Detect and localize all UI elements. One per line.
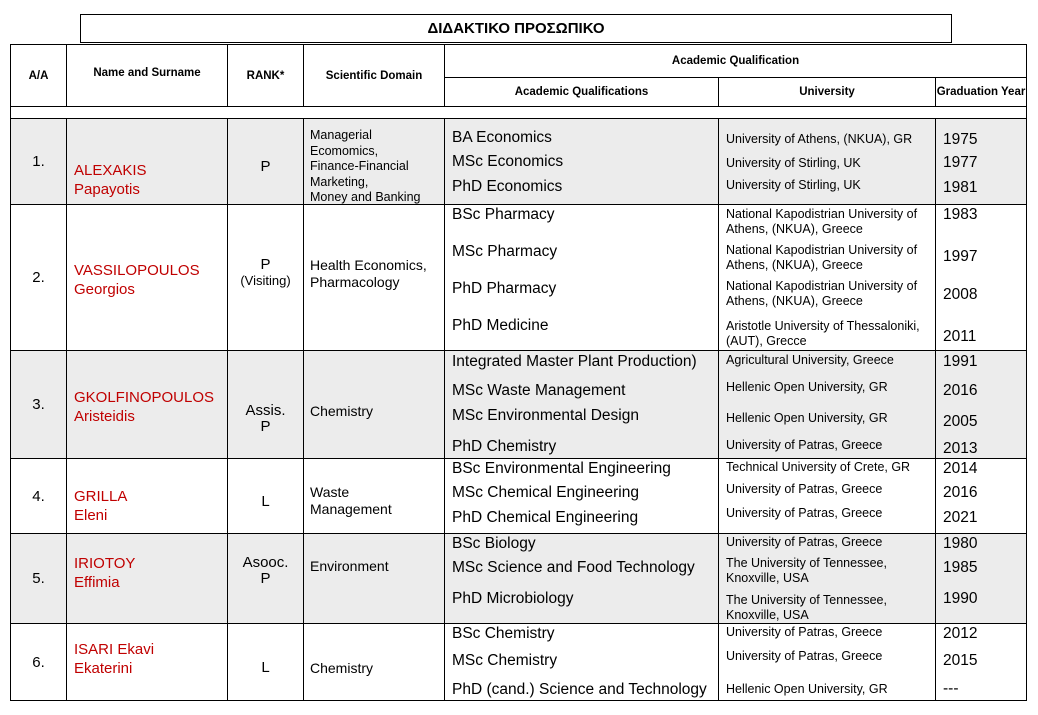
university: University of Stirling, UK bbox=[726, 156, 861, 170]
university: University of Patras, Greece bbox=[726, 506, 883, 520]
firstname: Ekaterini bbox=[74, 660, 133, 677]
rank-stack bbox=[228, 205, 303, 350]
surname: IRIOTOY bbox=[74, 555, 136, 572]
graduation-year: 2013 bbox=[943, 440, 978, 457]
graduation-year: 1990 bbox=[943, 590, 978, 607]
staff-row bbox=[11, 624, 1027, 701]
graduation-year-stack bbox=[936, 534, 1026, 623]
surname: GRILLA bbox=[74, 488, 128, 505]
header-aa: A/A bbox=[11, 45, 67, 107]
rank-text: Assis. bbox=[245, 402, 286, 419]
university: University of Patras, Greece bbox=[726, 482, 883, 496]
graduation-year: 1981 bbox=[943, 179, 978, 196]
surname: VASSILOPOULOS bbox=[74, 262, 200, 279]
university: University of Athens, (NKUA), GR bbox=[726, 132, 913, 146]
graduation-year-stack bbox=[936, 351, 1026, 458]
graduation-year: 2015 bbox=[943, 652, 978, 669]
graduation-year-cell bbox=[936, 459, 1027, 534]
university: Hellenic Open University, GR bbox=[726, 682, 888, 696]
scientific-domain bbox=[304, 534, 445, 624]
row-number bbox=[11, 534, 67, 624]
name-stack bbox=[74, 459, 227, 533]
domain-line: Management bbox=[310, 501, 392, 517]
staff-row bbox=[11, 534, 1027, 624]
surname: ALEXAKIS bbox=[74, 162, 147, 179]
rank-text: L bbox=[261, 659, 270, 676]
surname: GKOLFINOPOULOS bbox=[74, 389, 215, 406]
page-title bbox=[80, 14, 952, 43]
university: The University of Tennessee, Knoxville, USA bbox=[726, 556, 887, 585]
university: University of Patras, Greece bbox=[726, 625, 883, 639]
domain-stack bbox=[310, 205, 444, 350]
university: University of Stirling, UK bbox=[726, 178, 861, 192]
qualification: BSc Environmental Engineering bbox=[452, 460, 671, 477]
domain-line: Environment bbox=[310, 558, 389, 574]
firstname: Georgios bbox=[74, 281, 135, 298]
staff-name bbox=[67, 534, 228, 624]
university-stack bbox=[719, 205, 935, 350]
name-stack bbox=[74, 351, 227, 458]
university-stack bbox=[719, 351, 935, 458]
row-number bbox=[11, 205, 67, 351]
university: Agricultural University, Greece bbox=[726, 353, 894, 367]
qualification-stack bbox=[445, 119, 718, 204]
staff-name bbox=[67, 205, 228, 351]
qualification-cell bbox=[445, 205, 719, 351]
qualification: MSc Chemistry bbox=[452, 652, 558, 669]
graduation-year-cell bbox=[936, 351, 1027, 459]
staff-name bbox=[67, 351, 228, 459]
staff-rank bbox=[228, 351, 304, 459]
header-university: University bbox=[719, 78, 936, 107]
staff-rank bbox=[228, 119, 304, 205]
scientific-domain bbox=[304, 459, 445, 534]
staff-name bbox=[67, 119, 228, 205]
qualification: MSc Science and Food Technology bbox=[452, 559, 695, 576]
row-number-text: 5. bbox=[32, 570, 45, 587]
graduation-year-stack bbox=[936, 624, 1026, 700]
name-stack bbox=[74, 624, 227, 700]
university: Hellenic Open University, GR bbox=[726, 411, 888, 425]
graduation-year-cell bbox=[936, 534, 1027, 624]
scientific-domain bbox=[304, 119, 445, 205]
domain-line: Finance-Financial bbox=[310, 159, 409, 173]
header-qualifications: Academic Qualifications bbox=[445, 78, 719, 107]
firstname: Aristeidis bbox=[74, 408, 135, 425]
name-stack bbox=[74, 534, 227, 623]
university: National Kapodistrian University of Athens, (NKUA), Greece bbox=[726, 207, 918, 236]
name-stack bbox=[74, 205, 227, 350]
staff-name bbox=[67, 624, 228, 701]
header-name: Name and Surname bbox=[67, 45, 228, 107]
graduation-year: 1977 bbox=[943, 154, 978, 171]
graduation-year: 1980 bbox=[943, 535, 978, 552]
graduation-year: 1997 bbox=[943, 248, 978, 265]
domain-line: Pharmacology bbox=[310, 274, 400, 290]
domain-stack bbox=[310, 119, 444, 204]
graduation-year: 2012 bbox=[943, 625, 978, 642]
qualification-cell bbox=[445, 459, 719, 534]
university-cell bbox=[719, 119, 936, 205]
qualification: PhD (cand.) Science and Technology bbox=[452, 681, 707, 698]
domain-line: Marketing, bbox=[310, 174, 369, 189]
staff-row bbox=[11, 351, 1027, 459]
graduation-year: 2011 bbox=[943, 328, 977, 345]
qualification: Integrated Master Plant Production) bbox=[452, 353, 697, 370]
row-number bbox=[11, 119, 67, 205]
surname: ISARI Ekavi bbox=[74, 641, 155, 658]
university: University of Patras, Greece bbox=[726, 535, 883, 549]
domain-line: Chemistry bbox=[310, 660, 374, 676]
qualification: MSc Pharmacy bbox=[452, 243, 558, 260]
graduation-year: 1991 bbox=[943, 353, 978, 370]
university: Hellenic Open University, GR bbox=[726, 380, 888, 394]
domain-stack bbox=[310, 624, 444, 700]
row-number-text: 3. bbox=[32, 396, 45, 413]
graduation-year: 1983 bbox=[943, 206, 978, 223]
university-cell bbox=[719, 459, 936, 534]
graduation-year: 2021 bbox=[943, 509, 978, 526]
domain-stack bbox=[310, 534, 444, 623]
qualification: PhD Economics bbox=[452, 178, 563, 195]
rank-stack bbox=[228, 119, 303, 204]
university-cell bbox=[719, 351, 936, 459]
qualification-cell bbox=[445, 534, 719, 624]
university-stack bbox=[719, 119, 935, 204]
domain-line: Waste bbox=[310, 484, 350, 500]
graduation-year: 1985 bbox=[943, 559, 978, 576]
header-graduation-year: Graduation Year bbox=[936, 78, 1027, 107]
qualification: PhD Medicine bbox=[452, 317, 549, 334]
domain-line: Chemistry bbox=[310, 403, 374, 419]
university-cell bbox=[719, 534, 936, 624]
scientific-domain bbox=[304, 624, 445, 701]
staff-row bbox=[11, 119, 1027, 205]
university: Aristotle University of Thessaloniki, (AUT), Grecce bbox=[726, 319, 920, 348]
qualification: BSc Biology bbox=[452, 535, 536, 552]
graduation-year: 2014 bbox=[943, 460, 978, 477]
university-cell bbox=[719, 205, 936, 351]
graduation-year: 2008 bbox=[943, 286, 978, 303]
university-stack bbox=[719, 534, 935, 623]
name-stack bbox=[74, 119, 227, 204]
qualification: PhD Microbiology bbox=[452, 590, 574, 607]
staff-rank bbox=[228, 534, 304, 624]
university: University of Patras, Greece bbox=[726, 649, 883, 663]
domain-stack bbox=[310, 459, 444, 533]
qualification-cell bbox=[445, 351, 719, 459]
domain-line: Money and Banking bbox=[310, 190, 421, 204]
firstname: Effimia bbox=[74, 574, 120, 591]
qualification: BA Economics bbox=[452, 129, 552, 146]
domain-stack bbox=[310, 351, 444, 458]
header-row-1 bbox=[11, 45, 1027, 78]
qualification: MSc Economics bbox=[452, 153, 564, 170]
spacer-row bbox=[11, 107, 1027, 119]
qualification: PhD Chemical Engineering bbox=[452, 509, 639, 526]
rank-text: P bbox=[260, 158, 271, 175]
graduation-year: 2016 bbox=[943, 484, 978, 501]
row-number-text: 1. bbox=[32, 153, 45, 170]
qualification-stack bbox=[445, 205, 718, 350]
qualification: BSc Pharmacy bbox=[452, 206, 555, 223]
row-number bbox=[11, 459, 67, 534]
row-number bbox=[11, 624, 67, 701]
row-number bbox=[11, 351, 67, 459]
qualification: BSc Chemistry bbox=[452, 625, 555, 642]
domain-line: Ecomomics, bbox=[310, 143, 379, 158]
graduation-year: 1975 bbox=[943, 131, 978, 148]
qualification-cell bbox=[445, 119, 719, 205]
rank-text: L bbox=[261, 493, 270, 510]
university: The University of Tennessee, Knoxville, USA bbox=[726, 593, 887, 622]
graduation-year-stack bbox=[936, 205, 1026, 350]
rank-stack bbox=[228, 459, 303, 533]
scientific-domain bbox=[304, 351, 445, 459]
qualification: PhD Pharmacy bbox=[452, 280, 557, 297]
qualification-stack bbox=[445, 351, 718, 458]
graduation-year-cell bbox=[936, 205, 1027, 351]
firstname: Eleni bbox=[74, 507, 108, 524]
university: University of Patras, Greece bbox=[726, 438, 883, 452]
university: National Kapodistrian University of Athens, (NKUA), Greece bbox=[726, 279, 918, 308]
university: Technical University of Crete, GR bbox=[726, 460, 911, 474]
qualification: MSc Environmental Design bbox=[452, 407, 639, 424]
rank-stack bbox=[228, 351, 303, 458]
qualification: PhD Chemistry bbox=[452, 438, 557, 455]
university-cell bbox=[719, 624, 936, 701]
university-stack bbox=[719, 624, 935, 700]
qualification: MSc Chemical Engineering bbox=[452, 484, 639, 501]
staff-rank bbox=[228, 624, 304, 701]
rank-note: P bbox=[260, 570, 271, 587]
graduation-year-stack bbox=[936, 119, 1026, 204]
graduation-year-cell bbox=[936, 624, 1027, 701]
staff-row bbox=[11, 459, 1027, 534]
scientific-domain bbox=[304, 205, 445, 351]
graduation-year-stack bbox=[936, 459, 1026, 533]
rank-text: P bbox=[260, 256, 271, 273]
qualification: MSc Waste Management bbox=[452, 382, 626, 399]
qualification-cell bbox=[445, 624, 719, 701]
header-rank: RANK* bbox=[228, 45, 304, 107]
header-academic: Academic Qualification bbox=[445, 45, 1027, 78]
graduation-year: --- bbox=[943, 680, 959, 697]
domain-line: Health Economics, bbox=[310, 257, 427, 273]
rank-note: (Visiting) bbox=[240, 273, 291, 288]
rank-stack bbox=[228, 624, 303, 700]
staff-table bbox=[10, 44, 1027, 701]
graduation-year: 2005 bbox=[943, 413, 978, 430]
graduation-year: 2016 bbox=[943, 382, 978, 399]
title-text: ΔΙΔΑΚΤΙΚΟ ΠΡΟΣΩΠΙΚΟ bbox=[427, 20, 605, 37]
qualification-stack bbox=[445, 534, 718, 623]
staff-name bbox=[67, 459, 228, 534]
rank-text: Asooc. bbox=[242, 554, 289, 571]
rank-note: P bbox=[260, 418, 271, 435]
row-number-text: 2. bbox=[32, 269, 45, 286]
staff-row bbox=[11, 205, 1027, 351]
rank-stack bbox=[228, 534, 303, 623]
header-domain: Scientific Domain bbox=[304, 45, 445, 107]
row-number-text: 6. bbox=[32, 653, 45, 671]
staff-rank bbox=[228, 459, 304, 534]
row-number-text: 4. bbox=[32, 487, 45, 505]
firstname: Papayotis bbox=[74, 181, 140, 198]
qualification-stack bbox=[445, 624, 718, 700]
university: National Kapodistrian University of Athens, (NKUA), Greece bbox=[726, 243, 918, 272]
qualification-stack bbox=[445, 459, 718, 533]
graduation-year-cell bbox=[936, 119, 1027, 205]
staff-rank bbox=[228, 205, 304, 351]
university-stack bbox=[719, 459, 935, 533]
domain-line: Managerial bbox=[310, 128, 372, 142]
